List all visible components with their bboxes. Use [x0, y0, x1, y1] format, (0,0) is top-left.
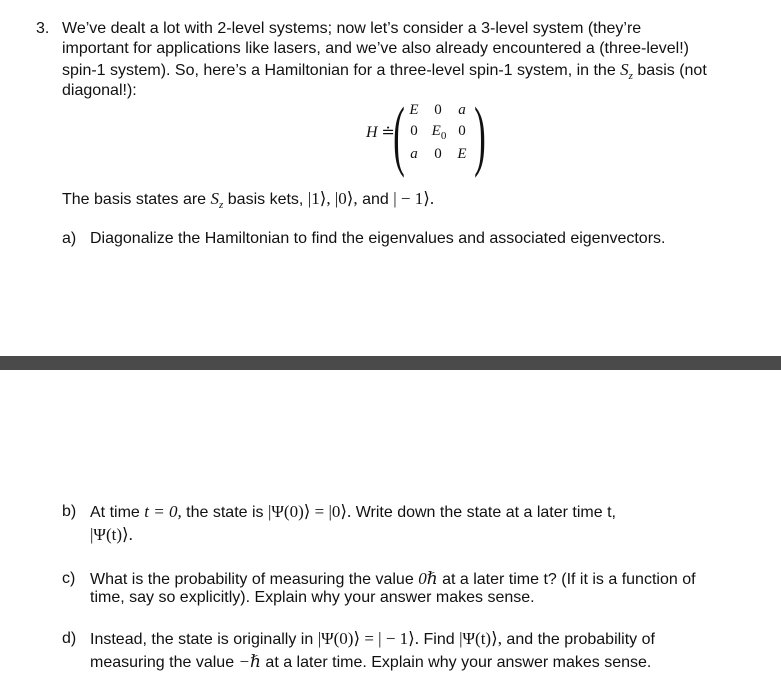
- part-c-line-2: time, say so explicitly). Explain why your answer makes sense.: [90, 589, 535, 606]
- matrix-cell: 0: [434, 146, 442, 162]
- matrix-cell: E: [409, 102, 419, 118]
- intro-line-3: [62, 60, 707, 82]
- intro-line-3-text: spin-1 system). So, here’s a Hamiltonian for a three-level spin-1 system, in the: [62, 62, 616, 79]
- part-b-label: b): [62, 503, 77, 520]
- page-divider: [0, 356, 781, 370]
- part-c-line-1: What is the probability of measuring the value 0ℏ at a later time t? (If it is a function of: [90, 569, 696, 588]
- part-d-line-2: measuring the value −ℏ at a later time. Explain why your answer makes sense.: [90, 652, 652, 671]
- part-b-line-2: |Ψ(t)⟩.: [90, 525, 133, 544]
- matrix-cell: E: [457, 146, 467, 162]
- part-c-label: c): [62, 570, 76, 587]
- part-d-line-1: Instead, the state is originally in |Ψ(0)⟩ = | − 1⟩. Find |Ψ(t)⟩, and the probability of: [90, 629, 655, 648]
- sz-symbol: $S_z$: [620, 60, 633, 82]
- intro-line-4: diagonal!):: [62, 82, 137, 99]
- matrix-cell: 0: [434, 102, 442, 118]
- hamiltonian-lhs: H ≐: [366, 124, 395, 141]
- part-a-text: Diagonalize the Hamiltonian to find the eigenvalues and associated eigenvectors.: [90, 230, 666, 247]
- matrix-cell: a: [410, 146, 418, 162]
- basis-statement: The basis states are $S_z$ basis kets, |1⟩, |0⟩, and | − 1⟩.: [62, 189, 435, 211]
- intro-line-2: important for applications like lasers, and we’ve also already encountered a (three-level!): [62, 40, 689, 57]
- matrix-cell: a: [458, 102, 466, 118]
- part-d-label: d): [62, 630, 77, 647]
- matrix-cell: 0: [410, 123, 418, 139]
- intro-line-1: We’ve dealt a lot with 2-level systems; now let’s consider a 3-level system (they’re: [62, 20, 642, 37]
- matrix-cell-e0: $E_0$: [431, 123, 447, 142]
- problem-number: 3.: [36, 20, 50, 37]
- part-a-label: a): [62, 230, 77, 247]
- right-paren: ): [474, 91, 486, 178]
- part-b-line-1: At time t = 0, the state is |Ψ(0)⟩ = |0⟩. Write down the state at a later time t,: [90, 502, 616, 521]
- intro-line-3-end: basis (not: [637, 62, 707, 79]
- matrix-cell: 0: [458, 123, 466, 139]
- left-paren: (: [393, 91, 405, 178]
